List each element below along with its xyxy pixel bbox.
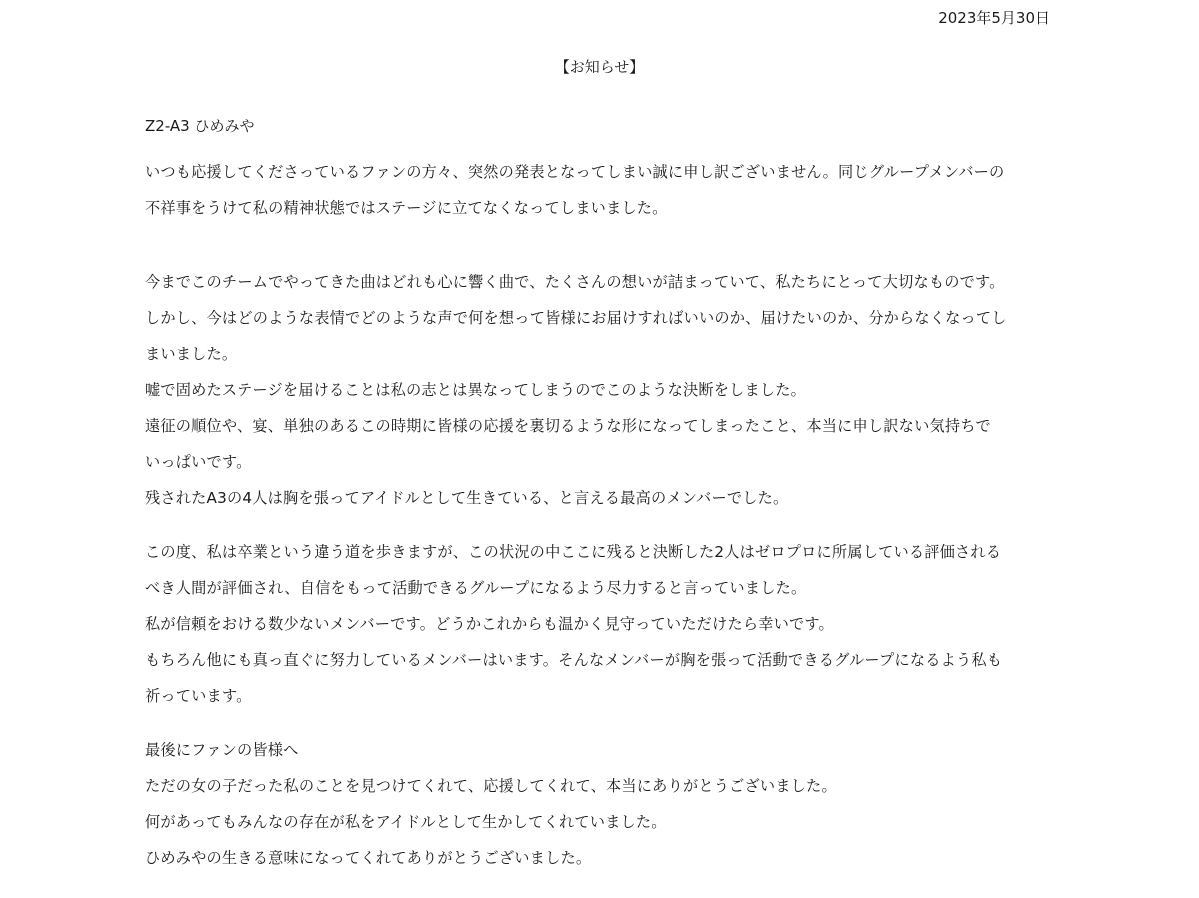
text-line: べき人間が評価され、自信をもって活動できるグループになるよう尽力すると言っていました。 — [145, 579, 807, 597]
text-line: 遠征の順位や、宴、単独のあるこの時期に皆様の応援を裏切るような形になってしまったこと、本当に申し訳ない気持ちで — [145, 417, 991, 435]
text-line: ひめみやの生きる意味になってくれてありがとうございました。 — [145, 849, 592, 867]
document-date: 2023年5月30日 — [938, 9, 1050, 27]
text-line: この度、私は卒業という違う道を歩きますが、この状況の中ここに残ると決断した2人はゼロプロに所属している評価される — [145, 543, 1002, 561]
text-line: まいました。 — [145, 345, 238, 363]
text-line: 今までこのチームでやってきた曲はどれも心に響く曲で、たくさんの想いが詰まっていて、私たちにとって大切なものです。 — [145, 273, 1005, 291]
text-line: 私が信頼をおける数少ないメンバーです。どうかこれからも温かく見守っていただけたら幸いです。 — [145, 615, 834, 633]
text-line: 不祥事をうけて私の精神状態ではステージに立てなくなってしまいました。 — [145, 199, 668, 217]
paragraph-apology — [145, 154, 1055, 226]
text-line: 祈っています。 — [145, 687, 252, 705]
notice-title: 【お知らせ】 — [554, 58, 645, 76]
text-line: 残されたA3の4人は胸を張ってアイドルとして生きている、と言える最高のメンバーでした。 — [145, 489, 789, 507]
text-line: 最後にファンの皆様へ — [145, 741, 299, 759]
text-line: いっぱいです。 — [145, 453, 252, 471]
paragraph-reason — [145, 264, 1055, 516]
paragraph-thanks — [145, 732, 1055, 876]
text-line: ただの女の子だった私のことを見つけてくれて、応援してくれて、本当にありがとうございました。 — [145, 777, 837, 795]
text-line: いつも応援してくださっているファンの方々、突然の発表となってしまい誠に申し訳ございません。同じグループメンバーの — [145, 163, 1005, 181]
text-line: もちろん他にも真っ直ぐに努力しているメンバーはいます。そんなメンバーが胸を張って活動できるグループになるよう私も — [145, 651, 1003, 669]
paragraph-remaining-members — [145, 534, 1055, 714]
author-name: Z2-A3 ひめみや — [145, 117, 255, 135]
text-line: しかし、今はどのような表情でどのような声で何を想って皆様にお届けすればいいのか、届けたいのか、分からなくなってし — [145, 309, 1007, 327]
text-line: 嘘で固めたステージを届けることは私の志とは異なってしまうのでこのような決断をしました。 — [145, 381, 807, 399]
notice-body — [145, 154, 1055, 896]
text-line: 何があってもみんなの存在が私をアイドルとして生かしてくれていました。 — [145, 813, 667, 831]
